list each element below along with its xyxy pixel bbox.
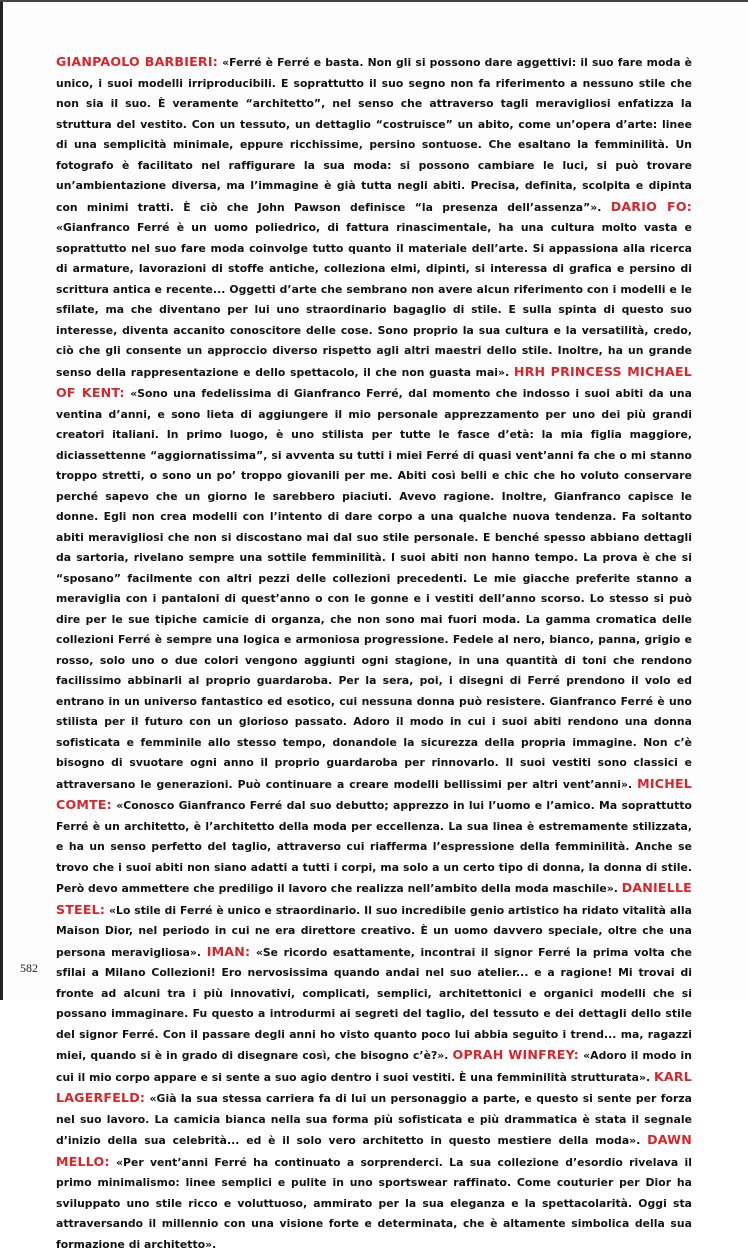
quote-text-barbieri: «Ferré è Ferré e basta. Non gli si possono dare aggettivi: il suo fare moda è unico, i suoi modelli irriproducibili. E soprattutto il suo segno non fa riferimento a nessuno stile che non sia il suo. È veramente “architetto”, nel senso che attraverso tagli meravigliosi enfatizza la struttura del vestito. Con un tessuto, un dettaglio “costruisce” un abito, come un’opera d’arte: linee di una semplicità minimale, eppure ricchissime, persino sontuose. Che esaltano la femminilità. Un fotografo è facilitato nel raffigurare la sua moda: si possono cambiare le luci, si può trovare un’ambientazione diversa, ma l’immagine è già tutta negli abiti. Precisa, definita, scolpita e dipinta con minimi tratti. È ciò che John Pawson definisce “la presenza dell’assenza”». [56,56,693,214]
quote-name-comte: MICHEL COMTE: [56,775,692,812]
quote-name-lagerfeld: KARL LAGERFELD: [56,1068,693,1105]
quote-text-iman: «Se ricordo esattamente, incontrai il signor Ferré la prima volta che sfilai a Milano Collezioni! Ero nervosissima quando andai nel suo atelier... e a ragione! Mi trovai di fronte ad alcuni tra i più innovativi, complicati, semplici, architettonici e organici modelli che si possano immaginare. Fu questo a introdurmi ai segreti del taglio, del tessuto e dei dettagli dello stile del signor Ferré. Con il passare degli anni ho visto quanto poco lui abbia seguito i trend... ma, ragazzi miei, quando si è in grado di disegnare così, che bisogno c’è?». [56,945,693,1062]
testimonials-article [56,52,692,1255]
quote-text-princess-michael: «Sono una fedelissima di Gianfranco Ferré, dal momento che indosso i suoi abiti da una ventina d’anni, e sono lieta di aggiungere il mio personale apprezzamento per uno dei più grandi creatori italiani. In primo luogo, è uno stilista per tutte le fasce d’età: la mia figlia maggiore, diciassettenne “aggiornatissima”, si avventa su tutti i miei Ferré di quasi vent’anni fa che o mi stanno troppo stretti, o sono un po’ troppo giovanili per me. Abiti così belli e chic che ho voluto conservare perché sapevo che un giorno le sarebbero piaciuti. Avevo ragione. Inoltre, Gianfranco capisce le donne. Egli non crea modelli con l’intento di dare corpo a una qualche nuova tendenza. Fa soltanto abiti meravigliosi che non si discostano mai dal suo stile personale. E benché spesso abbiano dettagli da sartoria, rivelano sempre una sottile femminilità. I suoi abiti non hanno tempo. La prova è che si “sposano” facilmente con altri pezzi delle collezioni precedenti. Le mie giacche preferite stanno a meraviglia con i pantaloni di quest’anno o con le gonne e i vestiti dell’anno scorso. Lo stesso si può dire per le sue tipiche camicie di organza, che non sono mai fuori moda. La gamma cromatica delle collezioni Ferré è sempre una logica e armoniosa progressione. Fedele al nero, bianco, panna, grigio e rosso, solo uno o due colori vengono aggiunti ogni stagione, in una quantità di toni che rendono facilissimo abbinarli al proprio guardaroba. Per la sera, poi, i disegni di Ferré prendono il volo ed entrano in un universo fantastico ed esotico, cui nessuna donna può resistere. Gianfranco Ferré è uno stilista per il futuro con un glorioso passato. Adoro il modo in cui i suoi abiti rendono una donna sofisticata e femminile allo stesso tempo, donandole la sicurezza della propria immagine. Non c’è bisogno di svuotare ogni anno il proprio guardaroba per rinnovarlo. Il suoi vestiti sono classici e attraversano le generazioni. Può continuare a creare modelli bellissimi per altri vent’anni». [56,387,693,791]
quote-text-steel: «Lo stile di Ferré è unico e straordinario. Il suo incredibile genio artistico ha ridato vitalità alla Maison Dior, nel periodo in cui ne era direttore creativo. È un uomo davvero speciale, oltre che una persona meravigliosa». [56,903,692,959]
quote-text-fo: «Gianfranco Ferré è un uomo poliedrico, di fattura rinascimentale, ha una cultura molto vasta e soprattutto nel suo fare moda coinvolge tutto quanto il materiale dell’arte. Si appassiona alla ricerca di armature, lavorazioni di stoffe antiche, colleziona elmi, dipinti, si interessa di grafica e persino di scrittura antica e recente... Oggetti d’arte che sembrano non avere alcun riferimento con i modelli e le sfilate, ma che diventano per lui uno straordinario bagaglio di stile. E sulla spinta di questo suo interesse, diventa accanito conoscitore delle cose. Sono proprio la sua cultura e la versatilità, credo, ciò che gli consente un approccio diverso rispetto agli altri maestri dello stile. Inoltre, ha un grande senso della rappresentazione e dello spettacolo, il che non guasta mai». [56,221,692,379]
quote-name-barbieri: GIANPAOLO BARBIERI: [56,54,218,69]
quote-text-mello: «Per vent’anni Ferré ha continuato a sorprenderci. La sua collezione d’esordio rivelava il primo minimalismo: linee semplici e pulite in uno sportswear raffinato. Come couturier per Dior ha sviluppato uno stile ricco e voluttuoso, ammirato per la sua eleganza e la spettacolarità. Oggi sta attraversando il millennio con una visione forte e determinata, che è altamente simbolica della sua formazione di architetto». [56,1155,693,1251]
page-edge-top [0,0,748,2]
quote-name-iman: IMAN: [206,943,251,959]
quote-name-winfrey: OPRAH WINFREY: [452,1047,580,1062]
quote-name-mello: DAWN MELLO: [56,1132,693,1169]
quote-text-winfrey: «Adoro il modo in cui il mio corpo appare e si sente a suo agio dentro i suoi vestiti. È una femminilità strutturata». [56,1049,692,1084]
quote-name-steel: DANIELLE STEEL: [56,880,692,917]
quote-name-fo: DARIO FO: [610,198,692,214]
page-edge-left [0,0,3,1000]
page-number: 582 [20,961,38,975]
quote-text-lagerfeld: «Già la sua stessa carriera fa di lui un personaggio a parte, e questo si sente per forza nel suo lavoro. La camicia bianca nella sua forma più sofisticata e più drammatica è stata il segnale d’inizio della sua celebrità... ed è il solo vero architetto in questo mestiere della moda». [56,1092,692,1147]
quote-name-princess-michael: HRH PRINCESS MICHAEL OF KENT: [56,363,693,400]
quote-text-comte: «Conosco Gianfranco Ferré dal suo debutto; apprezzo in lui l’uomo e l’amico. Ma soprattutto Ferré è un architetto, è l’architetto della moda per eccellenza. La sua linea è estremamente stilizzata, e ha un senso perfetto del taglio, attraverso cui riafferma l’espressione della femminilità. Anche se trovo che i suoi abiti non siano adatti a tutti i corpi, ma solo a un certo tipo di donna, la donna di stile. Però devo ammettere che prediligo il lavoro che realizza nell’ambito della moda maschile». [56,799,692,895]
